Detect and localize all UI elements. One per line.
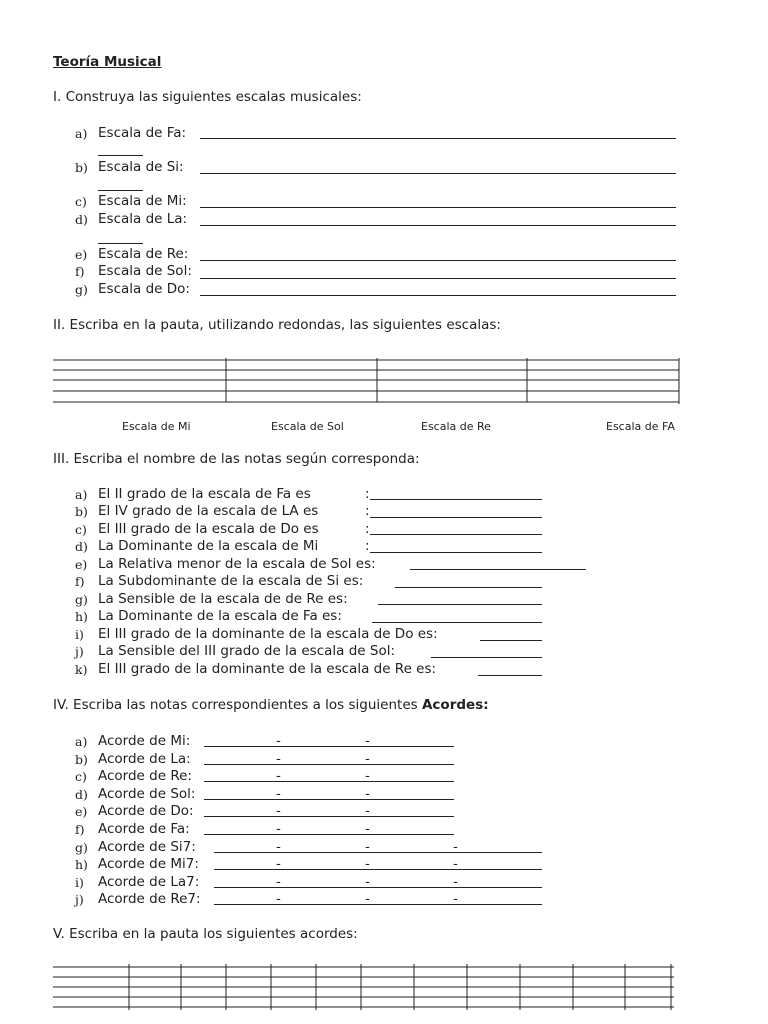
item-letter: b) [75,160,88,175]
question-text: El III grado de la escala de Do es [98,521,319,537]
chord-label: Acorde de Do: [98,803,194,819]
item-letter: e) [75,804,88,819]
answer-line[interactable] [214,852,542,853]
answer-line[interactable] [200,207,676,208]
question-text: El IV grado de la escala de LA es [98,503,319,519]
note-separator: - [276,768,281,784]
item-letter: b) [75,504,88,519]
note-separator: - [453,874,458,890]
section-1-heading: I. Construya las siguientes escalas musicales: [53,89,362,105]
scale-item-text: Escala de La: [98,211,188,227]
answer-line[interactable] [200,278,676,279]
answer-line[interactable] [370,534,542,535]
answer-line-continuation[interactable] [98,155,143,156]
note-separator: - [365,803,370,819]
question-text: La Subdominante de la escala de Si es: [98,573,364,589]
item-letter: d) [75,212,88,227]
note-separator: - [276,821,281,837]
answer-line[interactable] [478,675,542,676]
scale-item-text: Escala de Do: [98,281,190,297]
question-text: La Dominante de la escala de Fa es: [98,608,342,624]
item-letter: d) [75,539,88,554]
note-separator: - [365,891,370,907]
item-letter: d) [75,787,88,802]
colon: : [365,521,370,537]
answer-line[interactable] [204,816,454,817]
chord-label: Acorde de Re7: [98,891,201,907]
note-separator: - [276,839,281,855]
section-4-heading [53,697,489,713]
item-letter: a) [75,734,88,749]
item-letter: a) [75,126,88,141]
answer-line[interactable] [214,904,542,905]
question-text: La Sensible de la escala de de Re es: [98,591,348,607]
item-letter: f) [75,822,85,837]
answer-line[interactable] [370,552,542,553]
question-text: La Relativa menor de la escala de Sol es: [98,556,376,572]
chord-label: Acorde de Mi7: [98,856,199,872]
item-letter: f) [75,264,85,279]
note-separator: - [365,786,370,802]
item-letter: h) [75,857,88,872]
scale-item-text: Escala de Si: [98,159,184,175]
note-separator: - [365,839,370,855]
chord-label: Acorde de Sol: [98,786,196,802]
item-letter: c) [75,769,87,784]
note-separator: - [365,733,370,749]
note-separator: - [276,891,281,907]
chord-label: Acorde de Si7: [98,839,196,855]
question-text: La Dominante de la escala de Mi [98,538,319,554]
note-separator: - [365,821,370,837]
item-letter: g) [75,840,88,855]
item-letter: b) [75,752,88,767]
note-separator: - [276,751,281,767]
item-letter: f) [75,574,85,589]
answer-line[interactable] [200,295,676,296]
chord-label: Acorde de Fa: [98,821,190,837]
note-separator: - [365,856,370,872]
question-text: La Sensible del III grado de la escala de Sol: [98,643,396,659]
item-letter: i) [75,875,84,890]
scale-item-text: Escala de Fa: [98,125,187,141]
answer-line[interactable] [370,517,542,518]
item-letter: j) [75,644,84,659]
question-text: El III grado de la dominante de la escala de Re es: [98,661,437,677]
staff-caption: Escala de Sol [271,420,344,433]
answer-line[interactable] [480,640,542,641]
answer-line[interactable] [204,834,454,835]
colon: : [365,538,370,554]
chord-label: Acorde de Mi: [98,733,191,749]
answer-line[interactable] [410,569,586,570]
staff-caption: Escala de Re [421,420,491,433]
chord-label: Acorde de Re: [98,768,192,784]
item-letter: a) [75,487,88,502]
answer-line[interactable] [204,746,454,747]
chord-label: Acorde de La: [98,751,191,767]
answer-line[interactable] [200,260,676,261]
colon: : [365,486,370,502]
item-letter: e) [75,247,88,262]
answer-line[interactable] [395,587,542,588]
answer-line[interactable] [214,869,542,870]
section-3-heading: III. Escriba el nombre de las notas según corresponda: [53,451,420,467]
item-letter: c) [75,522,87,537]
question-text: El II grado de la escala de Fa es [98,486,311,502]
note-separator: - [276,874,281,890]
note-separator: - [276,733,281,749]
section-2-heading: II. Escriba en la pauta, utilizando redondas, las siguientes escalas: [53,317,501,333]
section-4-heading-bold: Acordes: [421,697,489,713]
colon: : [365,503,370,519]
item-letter: k) [75,662,88,677]
scale-item-text: Escala de Re: [98,246,189,262]
answer-line-continuation[interactable] [98,190,143,191]
answer-line[interactable] [200,173,676,174]
item-letter: g) [75,282,88,297]
answer-line[interactable] [214,887,542,888]
note-separator: - [276,856,281,872]
answer-line[interactable] [372,622,542,623]
note-separator: - [276,803,281,819]
note-separator: - [365,751,370,767]
item-letter: j) [75,892,84,907]
item-letter: e) [75,557,88,572]
note-separator: - [453,856,458,872]
note-separator: - [453,839,458,855]
answer-line[interactable] [200,225,676,226]
answer-line[interactable] [204,781,454,782]
section-5-heading: V. Escriba en la pauta los siguientes acordes: [53,926,358,942]
note-separator: - [453,891,458,907]
item-letter: c) [75,194,87,209]
item-letter: h) [75,609,88,624]
answer-line[interactable] [370,499,542,500]
note-separator: - [365,874,370,890]
answer-line[interactable] [204,764,454,765]
page-title: Teoría Musical [53,54,162,70]
item-letter: g) [75,592,88,607]
scale-item-text: Escala de Sol: [98,263,192,279]
item-letter: i) [75,627,84,642]
staff-caption: Escala de Mi [122,420,191,433]
section-4-heading-text: IV. Escriba las notas correspondientes a los siguientes [53,697,422,713]
chord-label: Acorde de La7: [98,874,200,890]
answer-line[interactable] [200,138,676,139]
scale-item-text: Escala de Mi: [98,193,187,209]
answer-line[interactable] [204,799,454,800]
answer-line-continuation[interactable] [98,243,143,244]
question-text: El III grado de la dominante de la escala de Do es: [98,626,438,642]
staff-caption: Escala de FA [606,420,675,433]
note-separator: - [365,768,370,784]
note-separator: - [276,786,281,802]
answer-line[interactable] [431,657,542,658]
answer-line[interactable] [378,604,542,605]
